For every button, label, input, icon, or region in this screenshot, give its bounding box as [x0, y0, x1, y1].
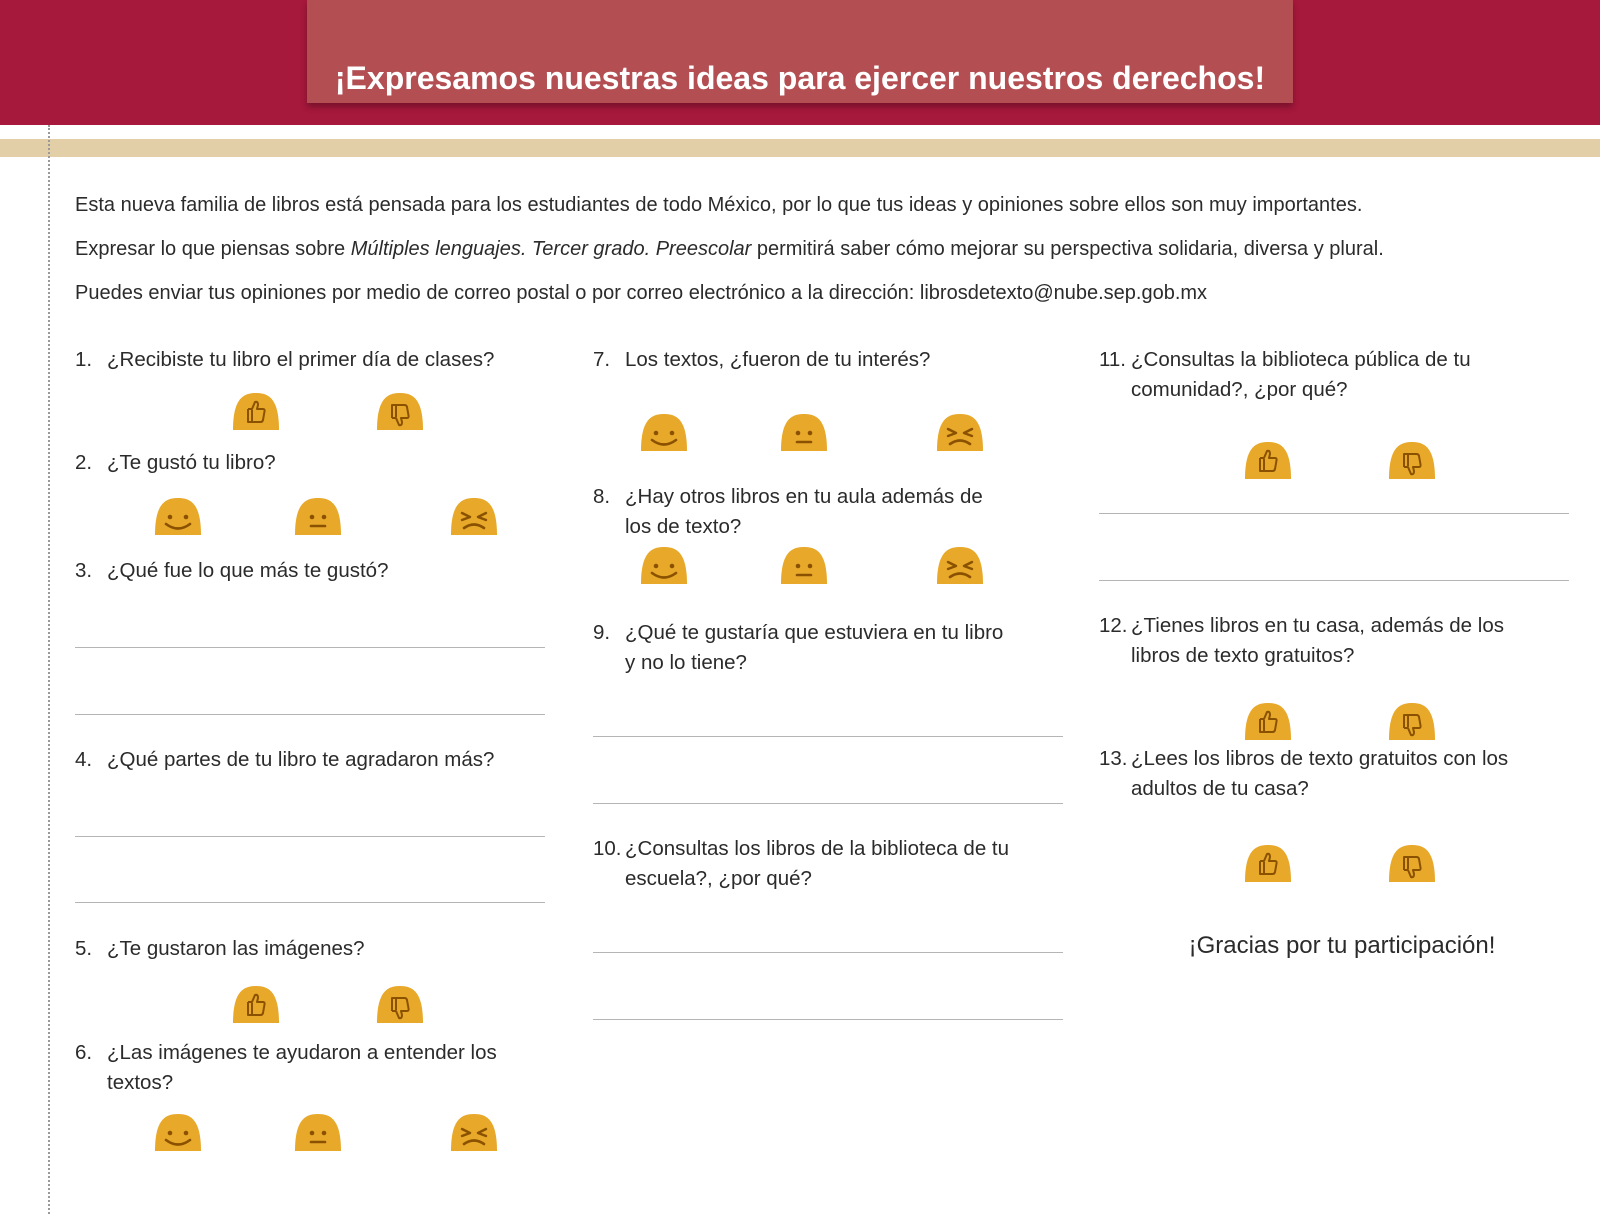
thumbs-up-icon[interactable]: [1242, 701, 1294, 743]
neutral-face-icon[interactable]: [292, 496, 344, 538]
question-text: y no lo tiene?: [625, 651, 747, 674]
thumbs-up-icon[interactable]: [1242, 843, 1294, 885]
question-number: 8.: [593, 485, 611, 508]
question-6: [75, 1038, 497, 1098]
question-text: ¿Las imágenes te ayudaron a entender los: [107, 1041, 497, 1064]
answer-line[interactable]: [593, 736, 1063, 737]
answer-line[interactable]: [593, 952, 1063, 953]
question-number: 1.: [75, 348, 93, 371]
intro-paragraph-2: [75, 236, 1384, 262]
question-number: 9.: [593, 621, 611, 644]
question-5: [75, 934, 365, 964]
answer-line[interactable]: [75, 714, 545, 715]
intro-text: permitirá saber cómo mejorar su perspectiva solidaria, diversa y plural.: [751, 238, 1384, 260]
question-text: comunidad?, ¿por qué?: [1131, 378, 1348, 401]
question-2: [75, 448, 276, 478]
question-number: 2.: [75, 451, 93, 474]
book-title: Múltiples lenguajes. Tercer grado. Preescolar: [350, 238, 752, 260]
answer-line[interactable]: [1099, 580, 1569, 581]
question-text: ¿Te gustó tu libro?: [107, 451, 276, 474]
question-text: escuela?, ¿por qué?: [625, 867, 812, 890]
question-number: 10.: [593, 837, 622, 860]
question-text: libros de texto gratuitos?: [1131, 644, 1355, 667]
question-text: ¿Te gustaron las imágenes?: [107, 937, 365, 960]
thumbs-up-icon[interactable]: [230, 984, 282, 1026]
question-text: ¿Consultas la biblioteca pública de tu: [1131, 348, 1471, 371]
dotted-margin-line: [48, 125, 50, 1214]
question-text: adultos de tu casa?: [1131, 777, 1309, 800]
question-number: 7.: [593, 348, 611, 371]
question-13: [1099, 744, 1508, 804]
angry-face-icon[interactable]: [934, 545, 986, 587]
angry-face-icon[interactable]: [934, 412, 986, 454]
question-7: [593, 345, 930, 375]
happy-face-icon[interactable]: [638, 412, 690, 454]
intro-text: Expresar lo que piensas sobre: [75, 238, 351, 260]
thumbs-down-icon[interactable]: [1386, 843, 1438, 885]
question-text: los de texto?: [625, 515, 742, 538]
neutral-face-icon[interactable]: [778, 545, 830, 587]
title-box: [307, 0, 1293, 103]
question-10: [593, 834, 1009, 894]
thumbs-up-icon[interactable]: [1242, 440, 1294, 482]
thumbs-down-icon[interactable]: [1386, 701, 1438, 743]
question-text: Los textos, ¿fueron de tu interés?: [625, 348, 931, 371]
intro-paragraph-1: Esta nueva familia de libros está pensada para los estudiantes de todo México, por lo que tus ideas y opiniones sobre ellos son muy importantes.: [75, 194, 1363, 216]
thumbs-down-icon[interactable]: [1386, 440, 1438, 482]
question-8: [593, 482, 983, 542]
question-9: [593, 618, 1003, 678]
neutral-face-icon[interactable]: [778, 412, 830, 454]
question-text: ¿Qué te gustaría que estuviera en tu libro: [625, 621, 1004, 644]
question-text: ¿Consultas los libros de la biblioteca de tu: [625, 837, 1010, 860]
happy-face-icon[interactable]: [152, 496, 204, 538]
question-number: 4.: [75, 748, 93, 771]
question-number: 6.: [75, 1041, 93, 1064]
neutral-face-icon[interactable]: [292, 1112, 344, 1154]
answer-line[interactable]: [1099, 513, 1569, 514]
question-text: ¿Hay otros libros en tu aula además de: [625, 485, 983, 508]
question-number: 3.: [75, 559, 93, 582]
question-number: 5.: [75, 937, 93, 960]
answer-line[interactable]: [75, 836, 545, 837]
question-text: textos?: [107, 1071, 174, 1094]
question-number: 13.: [1099, 747, 1128, 770]
thumbs-up-icon[interactable]: [230, 391, 282, 433]
question-4: [75, 745, 494, 775]
question-11: [1099, 345, 1471, 405]
answer-line[interactable]: [75, 647, 545, 648]
happy-face-icon[interactable]: [152, 1112, 204, 1154]
question-text: ¿Recibiste tu libro el primer día de clases?: [107, 348, 495, 371]
question-text: ¿Qué fue lo que más te gustó?: [107, 559, 389, 582]
question-1: [75, 345, 494, 375]
answer-line[interactable]: [593, 1019, 1063, 1020]
question-text: ¿Tienes libros en tu casa, además de los: [1131, 614, 1504, 637]
tan-divider: [0, 139, 1600, 157]
question-number: 11.: [1099, 348, 1126, 371]
thumbs-down-icon[interactable]: [374, 391, 426, 433]
question-3: [75, 556, 388, 586]
question-12: [1099, 611, 1504, 671]
question-text: ¿Qué partes de tu libro te agradaron más?: [107, 748, 495, 771]
angry-face-icon[interactable]: [448, 1112, 500, 1154]
question-text: ¿Lees los libros de texto gratuitos con los: [1131, 747, 1509, 770]
thumbs-down-icon[interactable]: [374, 984, 426, 1026]
intro-paragraph-3: Puedes enviar tus opiniones por medio de correo postal o por correo electrónico a la dirección: librosdetexto@nube.sep.gob.mx: [75, 282, 1208, 304]
thanks-message: ¡Gracias por tu participación!: [1188, 932, 1496, 959]
question-number: 12.: [1099, 614, 1128, 637]
answer-line[interactable]: [75, 902, 545, 903]
page-title: ¡Expresamos nuestras ideas para ejercer nuestros derechos!: [334, 60, 1266, 96]
happy-face-icon[interactable]: [638, 545, 690, 587]
angry-face-icon[interactable]: [448, 496, 500, 538]
answer-line[interactable]: [593, 803, 1063, 804]
